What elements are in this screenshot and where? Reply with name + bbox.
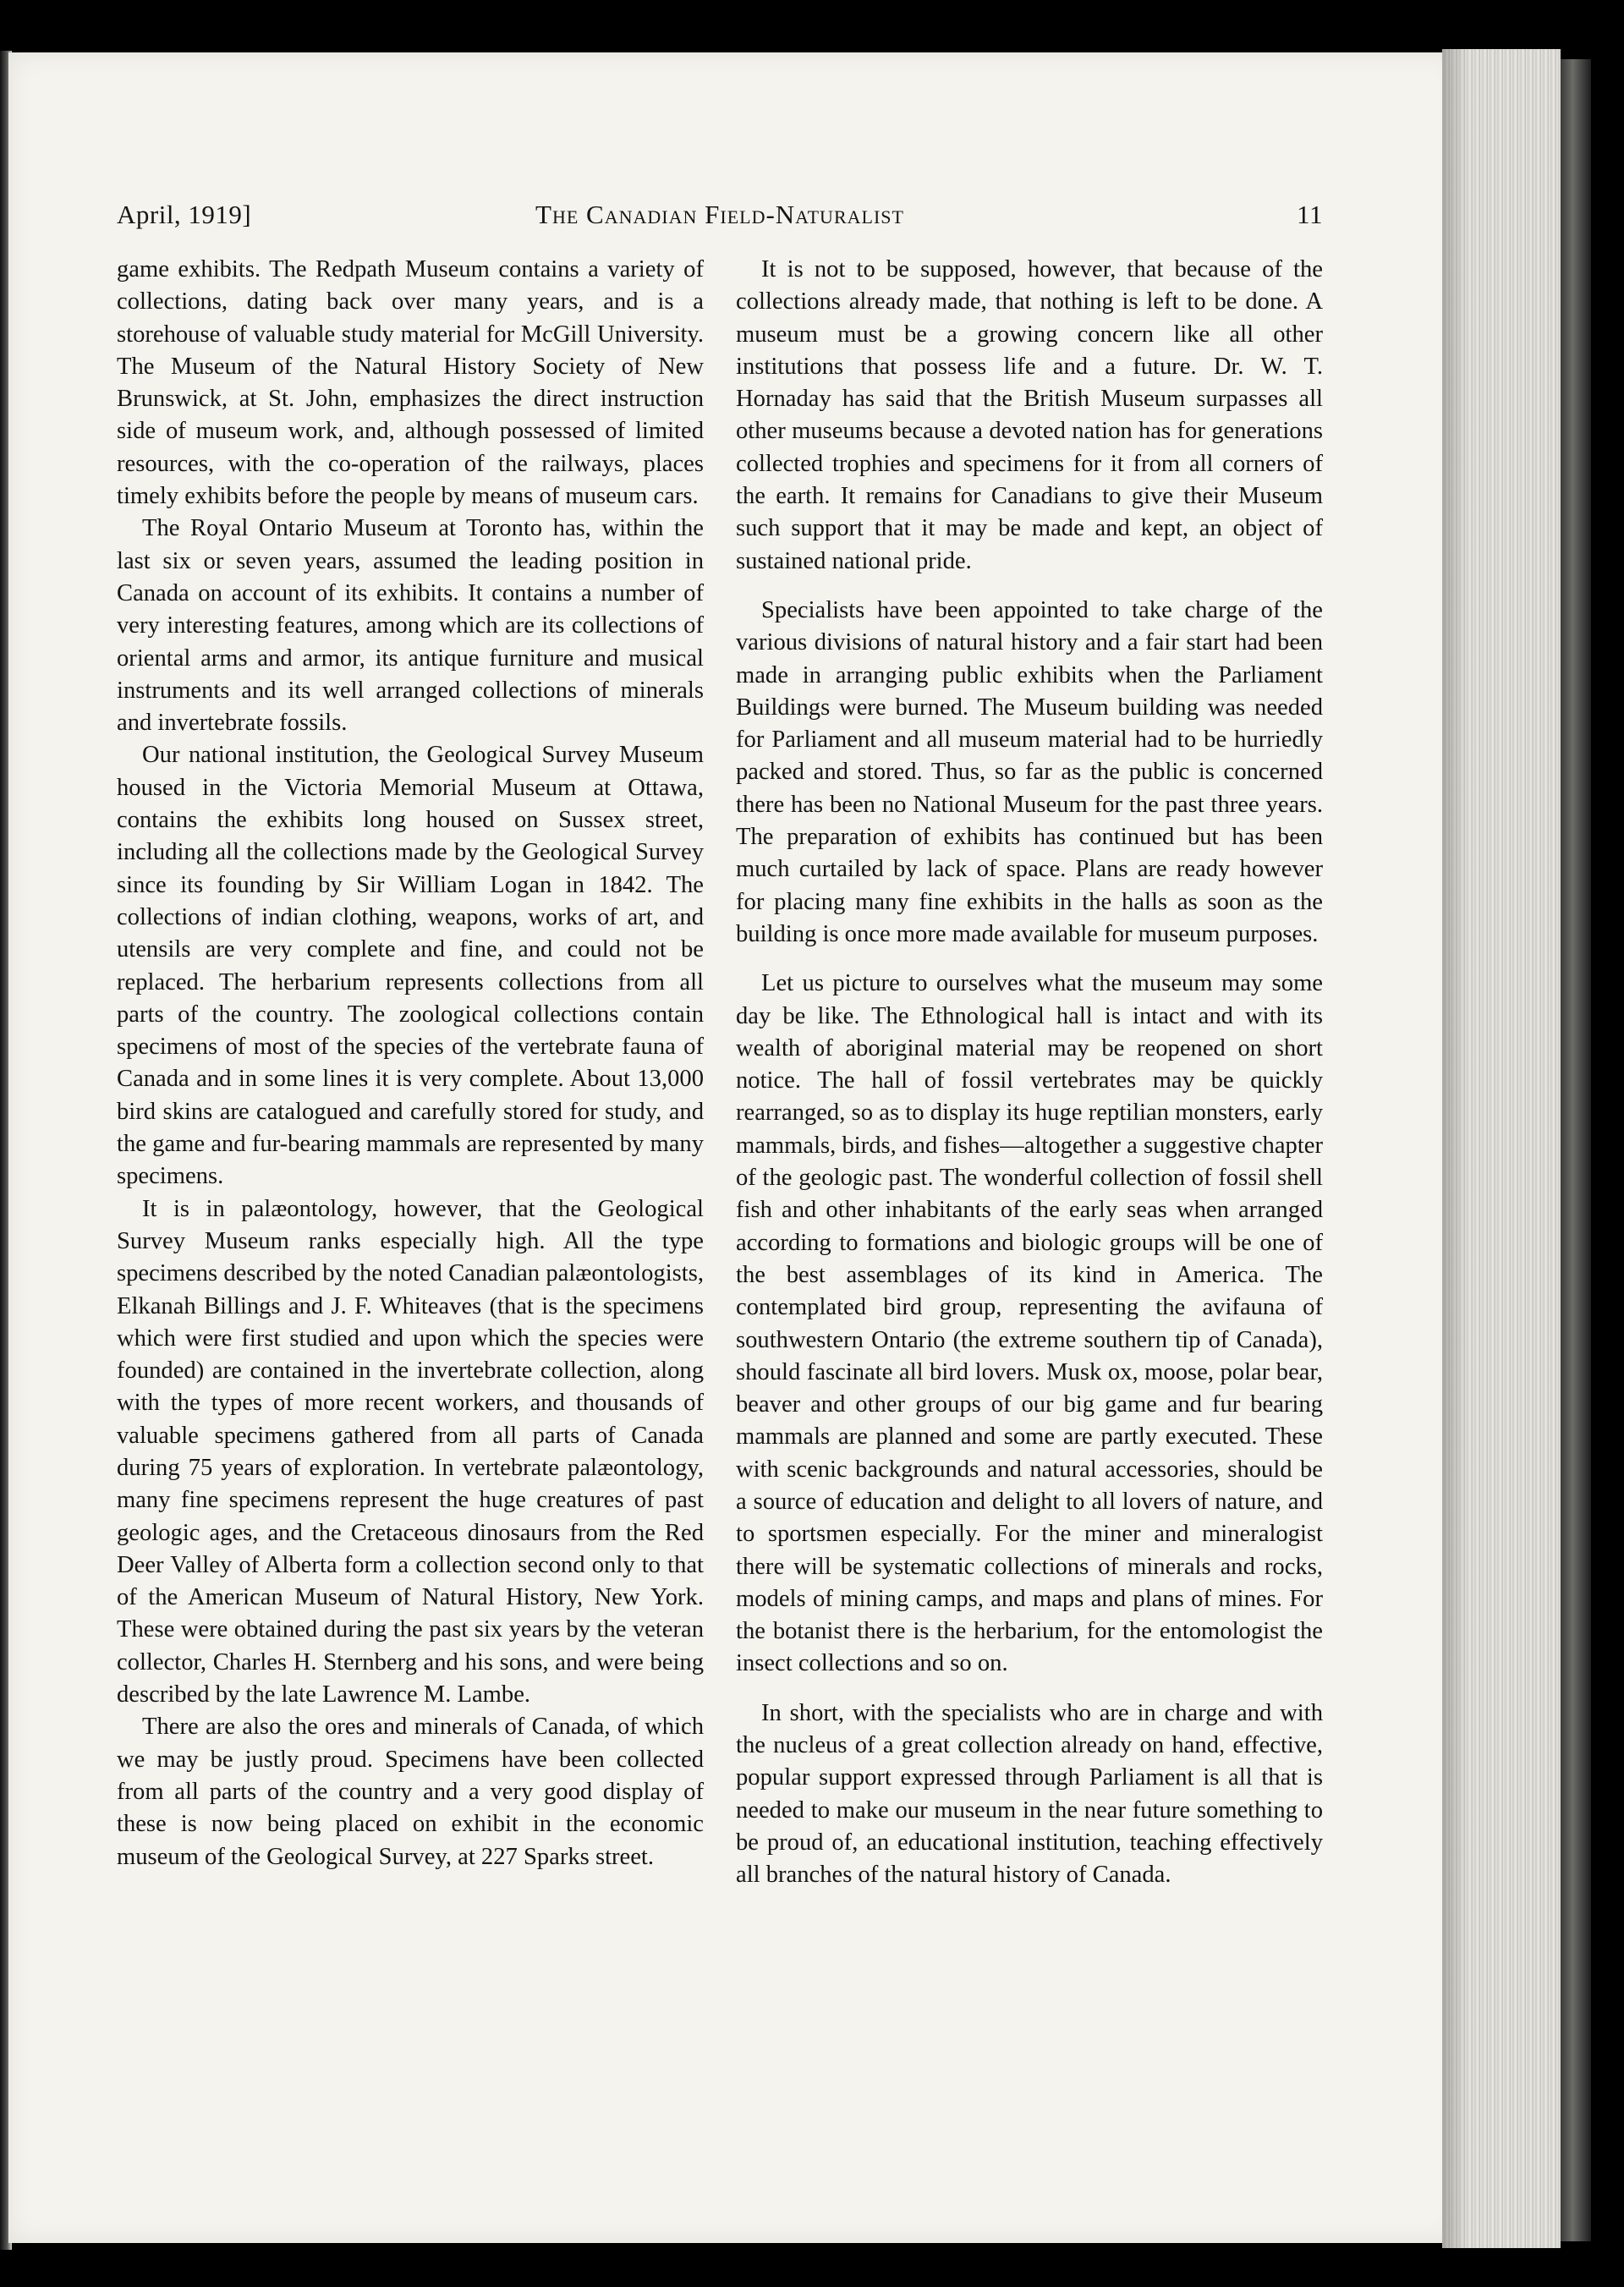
paragraph: It is in palæontology, however, that the Geological Survey Museum ranks especially high. All the type specimens described by the noted Canadian palæontologists, Elkanah Billings and J. F. Whiteaves (that is the specimens which were first studied and upon which the species were founded) are contained in the invertebrate collection, along with the types of more recent workers, and thousands of valuable specimens gathered from all parts of Canada during 75 years of exploration. In vertebrate palæontology, many fine specimens represent the huge creatures of past geologic ages, and the Cretaceous dinosaurs from the Red Deer Valley of Alberta form a collection second only to that of the American Museum of Natural History, New York. These were obtained during the past six years by the veteran collector, Charles H. Sternberg and his sons, and were being described by the late Lawrence M. Lambe. [117,1195,704,1708]
left-column [117,254,704,1873]
issue-date: April, 1919] [117,200,252,229]
journal-title: The Canadian Field-Naturalist [535,200,904,229]
paragraph: The Royal Ontario Museum at Toronto has, within the last six or seven years, assumed the leading position in Canada on account of its exhibits. It contains a number of very interesting features, among which are its collections of oriental arms and armor, its antique furniture and musical instruments and its well arranged collections of minerals and invertebrate fossils. [117,515,704,737]
paragraph: game exhibits. The Redpath Museum contains a variety of collections, dating back over many years, and is a storehouse of valuable study material for McGill University. The Museum of the Natural History Society of New Brunswick, at St. John, emphasizes the direct instruction side of museum work, and, although possessed of limited resources, with the co-operation of the railways, places timely exhibits before the people by means of museum cars. [117,256,704,510]
right-column [736,254,1323,1909]
paragraph: Our national institution, the Geological Survey Museum housed in the Victoria Memorial Museum at Ottawa, contains the exhibits long housed on Sussex street, including all the collections made by the Geological Survey since its founding by Sir William Logan in 1842. The collections of indian clothing, weapons, works of art, and utensils are very complete and fine, and could not be replaced. The herbarium represents collections from all parts of the country. The zoological collections contain specimens of most of the species of the vertebrate fauna of Canada and in some lines it is very complete. About 13,000 bird skins are catalogued and carefully stored for study, and the game and fur-bearing mammals are represented by many specimens. [117,742,704,1190]
paragraph: There are also the ores and minerals of Canada, of which we may be justly proud. Specimens have been collected from all parts of the country and a very good display of these is now being placed on exhibit in the economic museum of the Geological Survey, at 227 Sparks street. [117,1714,704,1870]
book-cover-edge [1561,59,1591,2241]
page-number: 11 [1297,200,1323,229]
running-header [117,200,1323,233]
page-gutter-shadow [1442,49,1468,2248]
paragraph: Specialists have been appointed to take charge of the various divisions of natural history and a fair start had been made in arranging public exhibits when the Parliament Buildings were burned. The Museum building was needed for Parliament and all museum material had to be hurriedly packed and stored. Thus, so far as the public is concerned there has been no National Museum for the past three years. The preparation of exhibits has continued but has been much curtailed by lack of space. Plans are ready however for placing many fine exhibits in the halls as soon as the building is once more made available for museum purposes. [736,596,1323,947]
paragraph: It is not to be supposed, however, that because of the collections already made, that nothing is left to be done. A museum must be a growing concern like all other institutions that possess life and a future. Dr. W. T. Hornaday has said that the British Museum surpasses all other museums because a devoted nation has for generations collected trophies and specimens for it from all corners of the earth. It remains for Canadians to give their Museum such support that it may be made and kept, an object of sustained national pride. [736,256,1323,574]
paragraph: Let us picture to ourselves what the museum may some day be like. The Ethnological hall is intact and with its wealth of aboriginal material may be reopened on short notice. The hall of fossil vertebrates may be quickly rearranged, so as to display its huge reptilian monsters, early mammals, birds, and fishes—altogether a suggestive chapter of the geologic past. The wonderful collection of fossil shell fish and other inhabitants of the early seas when arranged according to formations and biologic groups will be one of the best assemblages of its kind in America. The contemplated bird group, representing the avifauna of southwestern Ontario (the extreme southern tip of Canada), should fascinate all bird lovers. Musk ox, moose, polar bear, beaver and other groups of our big game and fur bearing mammals are planned and some are partly executed. These with scenic backgrounds and natural accessories, should be a source of education and delight to all lovers of nature, and to sportsmen especially. For the miner and mineralogist there will be systematic collections of minerals and rocks, models of mining camps, and maps and plans of mines. For the botanist there is the herbarium, for the entomologist the insect collections and so on. [736,970,1323,1677]
paragraph: In short, with the specialists who are in charge and with the nucleus of a great collection already on hand, effective, popular support expressed through Parliament is all that is needed to make our museum in the near future something to be proud of, an educational institution, teaching effectively all branches of the natural history of Canada. [736,1699,1323,1889]
